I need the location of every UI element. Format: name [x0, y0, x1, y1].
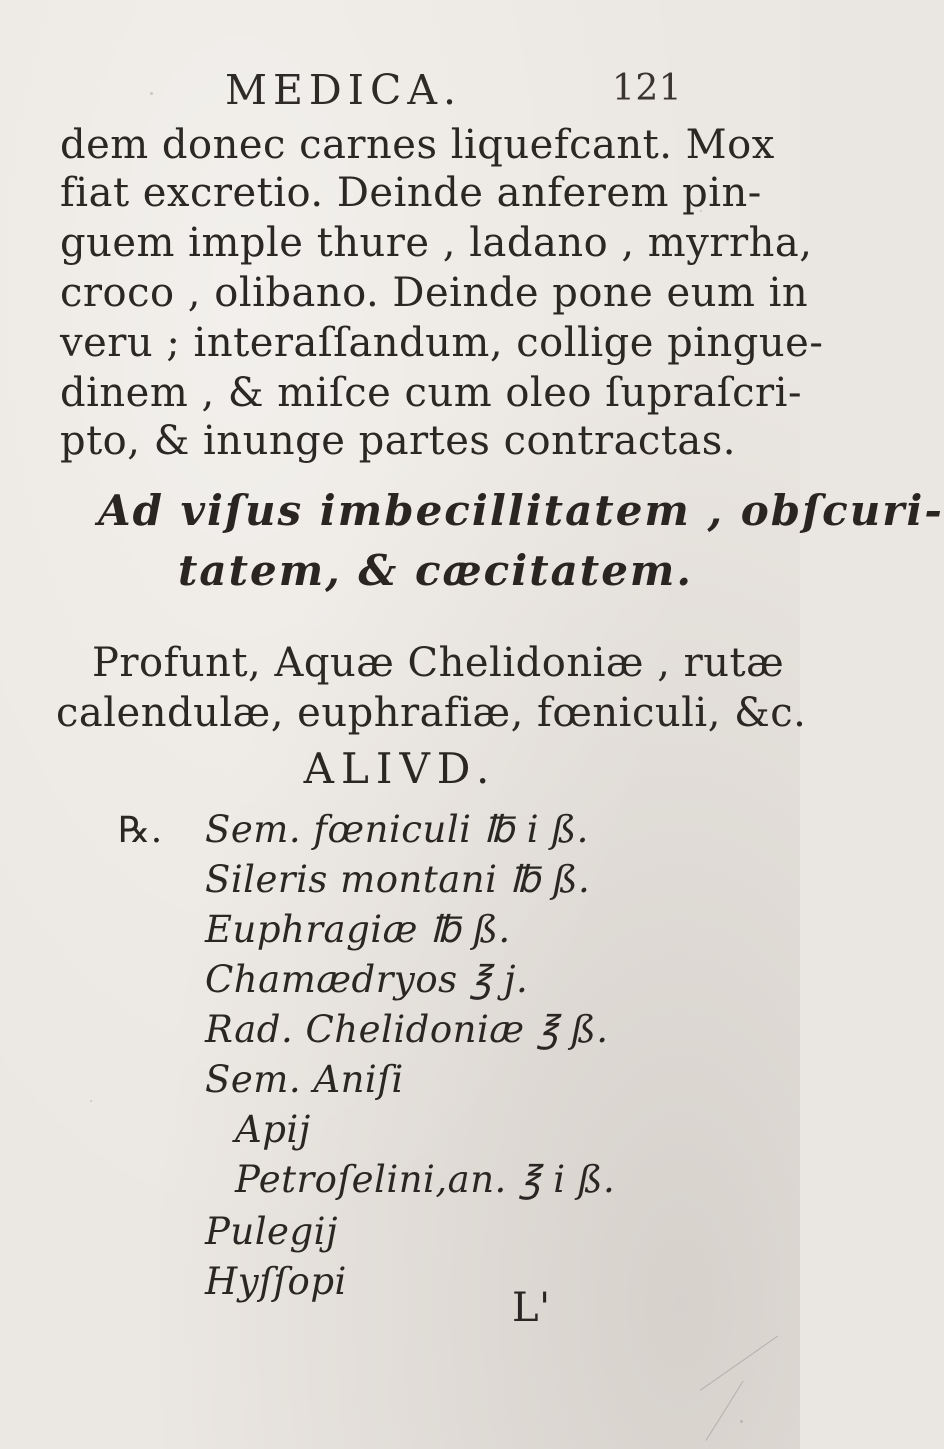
paper-speck [150, 92, 153, 95]
paragraph2-line-2: calendulæ, euphrafiæ, fœniculi, &c. [56, 690, 807, 736]
recipe-item: Euphragiæ ℔ ß. [205, 908, 511, 951]
paragraph1-line-7: pto, & inunge partes contractas. [60, 418, 736, 464]
paragraph1-line-6: dinem , & miſce cum oleo ſupraſcri- [60, 370, 802, 416]
recipe-item: Petroſelini,an. ℥ i ß. [235, 1158, 616, 1201]
recipe-item: Sem. Aniſi [205, 1058, 404, 1101]
paragraph1-line-1: dem donec carnes liquefcant. Mox [60, 122, 775, 168]
aliud-subheading: ALIVD. [303, 744, 497, 793]
paragraph1-line-4: croco , olibano. Deinde pone eum in [60, 270, 809, 316]
paper-speck [700, 210, 702, 212]
section-heading-line-1: Ad viſus imbecillitatem , obſcuri- [98, 486, 944, 535]
recipe-rx-symbol [118, 808, 163, 851]
section-heading-line-2: tatem, & cæcitatem. [178, 546, 693, 595]
paragraph1-line-5: veru ; interaſſandum, collige pingue- [60, 320, 824, 366]
recipe-item: Sileris montani ℔ ß. [205, 858, 591, 901]
paragraph2-line-1: Profunt, Aquæ Chelidoniæ , rutæ [92, 640, 785, 686]
rx-symbol: ℞. [118, 810, 163, 851]
running-title: MEDICA. [225, 66, 462, 114]
recipe-item: Pulegij [205, 1210, 338, 1253]
paper-speck [90, 1100, 92, 1102]
recipe-item: Chamædryos ℥ j. [205, 958, 529, 1001]
recipe-item: Hyſſopi [205, 1260, 347, 1303]
paragraph1-line-3: guem imple thure , ladano , myrrha, [60, 220, 813, 266]
catchword: L' [512, 1285, 551, 1331]
recipe-item: Sem. fœniculi ℔ i ß. [205, 808, 589, 851]
paragraph1-line-2: fiat excretio. Deinde anferem pin- [60, 170, 762, 216]
paper-speck [740, 1420, 743, 1423]
paper-crease [700, 1336, 778, 1391]
recipe-item: Apij [235, 1108, 311, 1151]
page-number: 121 [612, 68, 683, 109]
paper-crease [706, 1381, 744, 1441]
recipe-item: Rad. Chelidoniæ ℥ ß. [205, 1008, 609, 1051]
